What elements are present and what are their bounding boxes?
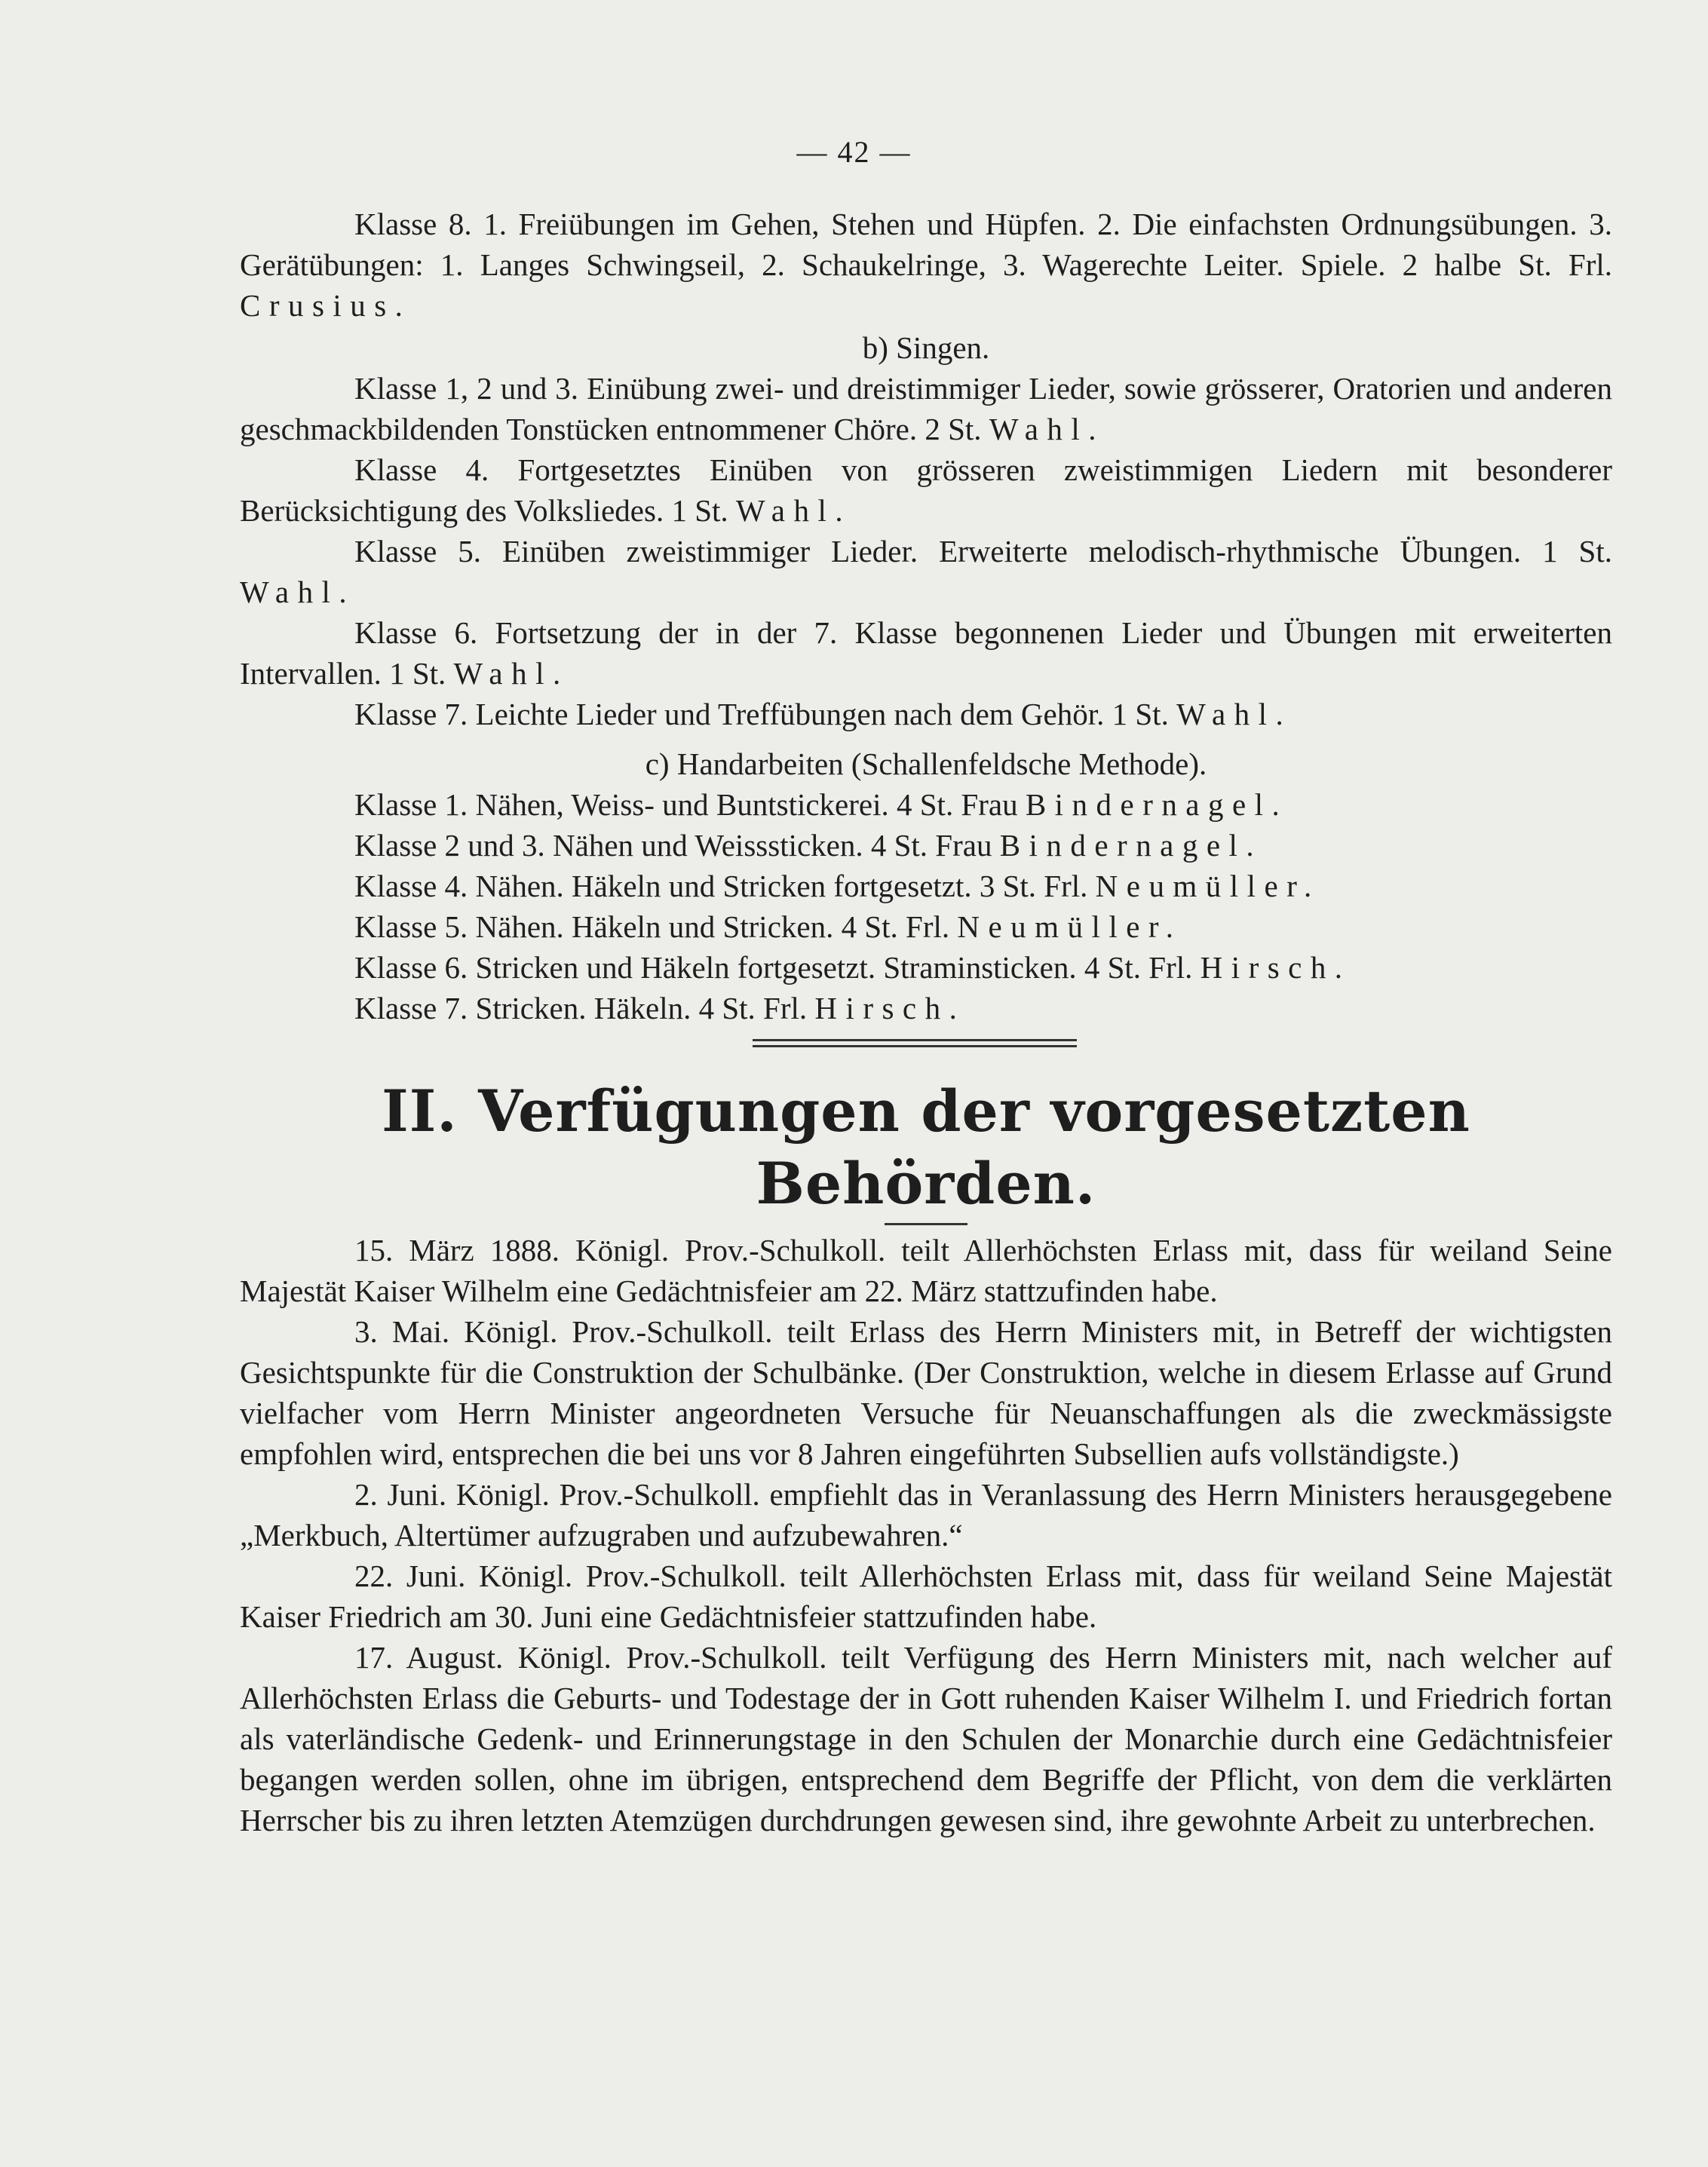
entry-text: Klasse 7. Leichte Lieder und Treffübungen nach dem Gehör. 1 St. xyxy=(354,697,1177,731)
entry-text: Klasse 2 und 3. Nähen und Weisssticken. 4 St. Frau xyxy=(354,828,1000,863)
paragraph-text: Klasse 8. 1. Freiübungen im Gehen, Stehen und Hüpfen. 2. Die einfachsten Ordnungsübungen. 3. Gerätübungen: 1. Langes Schwingseil, 2. Schaukelringe, 3. Wagerechte Leiter. Spiele. 2 halbe St. Frl. xyxy=(240,207,1612,282)
teacher-name: Wahl. xyxy=(240,575,356,609)
entry-text: Klasse 1. Nähen, Weiss- und Buntstickerei. 4 St. Frau xyxy=(354,787,1026,822)
teacher-name: Wahl. xyxy=(989,412,1105,446)
singen-entry xyxy=(240,368,1612,449)
entry-text: Klasse 4. Fortgesetztes Einüben von grösseren zweistimmigen Liedern mit besonderer Berücksichtigung des Volksliedes. 1 St. xyxy=(240,452,1612,528)
handarbeiten-entry xyxy=(240,825,1612,866)
teacher-name: Wahl. xyxy=(735,493,852,528)
teacher-name: Wahl. xyxy=(453,656,569,691)
heading-underline xyxy=(885,1223,967,1225)
entry-text: Klasse 5. Nähen. Häkeln und Stricken. 4 St. Frl. xyxy=(354,909,958,944)
singen-entry xyxy=(240,694,1612,734)
verfuegung-entry: 22. Juni. Königl. Prov.-Schulkoll. teilt Allerhöchsten Erlass mit, dass für weiland Seine Majestät Kaiser Friedrich am 30. Juni eine Gedächtnisfeier stattzufinden habe. xyxy=(240,1559,1612,1634)
verfuegung-entry: 17. August. Königl. Prov.-Schulkoll. teilt Verfügung des Herrn Ministers mit, nach welcher auf Allerhöchsten Erlass die Geburts- und Todestage der in Gott ruhenden Kaiser Wilhelm I. und Friedrich fortan als vaterländische Gedenk- und Erinnerungstage in den Schulen der Monarchie durch eine Gedächtnisfeier begangen werden sollen, ohne im übrigen, entsprechend dem Begriffe der Pflicht, von dem die verklärten Herrscher bis zu ihren letzten Atemzügen durchdrungen gewesen sind, ihre gewohnte Arbeit zu unterbrechen. xyxy=(240,1640,1612,1838)
singen-entry xyxy=(240,449,1612,531)
handarbeiten-entry xyxy=(240,988,1612,1028)
section-title-handarbeiten xyxy=(240,743,1612,784)
teacher-name: Neumüller. xyxy=(957,909,1182,944)
teacher-name: Crusius. xyxy=(240,288,412,323)
entry-text: Klasse 6. Fortsetzung der in der 7. Klasse begonnenen Lieder und Übungen mit erweiterten Intervallen. 1 St. xyxy=(240,615,1612,691)
page-body xyxy=(240,204,1612,1841)
handarbeiten-entry xyxy=(240,947,1612,988)
teacher-name: Bindernagel. xyxy=(1025,787,1289,822)
teacher-name: Wahl. xyxy=(1176,697,1292,731)
singen-entry xyxy=(240,531,1612,612)
section-title-text: c) Handarbeiten (Schallenfeldsche Methode). xyxy=(645,746,1207,781)
section-heading: II. Verfügungen der vorgesetzten Behörden. xyxy=(382,1077,1470,1217)
handarbeiten-entry xyxy=(240,784,1612,825)
entry-text: Klasse 4. Nähen. Häkeln und Stricken fortgesetzt. 3 St. Frl. xyxy=(354,869,1096,903)
handarbeiten-entry xyxy=(240,866,1612,906)
verfuegung-entry: 15. März 1888. Königl. Prov.-Schulkoll. teilt Allerhöchsten Erlass mit, dass für weiland Seine Majestät Kaiser Wilhelm eine Gedächtnisfeier am 22. März stattzufinden habe. xyxy=(240,1233,1612,1308)
teacher-name: Neumüller. xyxy=(1095,869,1320,903)
section-title-singen xyxy=(240,327,1612,368)
teacher-name: Hirsch. xyxy=(814,991,966,1025)
section-divider xyxy=(240,1028,1612,1071)
entry-text: Klasse 1, 2 und 3. Einübung zwei- und dreistimmiger Lieder, sowie grösserer, Oratorien und anderen geschmackbildenden Tonstücken entnommener Chöre. 2 St. xyxy=(240,371,1612,446)
singen-entry xyxy=(240,612,1612,694)
turnen-klasse-8 xyxy=(240,204,1612,326)
verfuegung-entry: 2. Juni. Königl. Prov.-Schulkoll. empfiehlt das in Veranlassung des Herrn Ministers herausgegebene „Merkbuch, Altertümer aufzugraben und aufzubewahren.“ xyxy=(240,1477,1612,1552)
teacher-name: Hirsch. xyxy=(1200,950,1351,985)
divider-line xyxy=(753,1045,1077,1047)
entry-text: Klasse 7. Stricken. Häkeln. 4 St. Frl. xyxy=(354,991,815,1025)
teacher-name: Bindernagel. xyxy=(999,828,1263,863)
page-number: — 42 — xyxy=(796,135,912,169)
entry-text: Klasse 5. Einüben zweistimmiger Lieder. Erweiterte melodisch-rhythmische Übungen. 1 St. xyxy=(354,534,1612,569)
entry-text: Klasse 6. Stricken und Häkeln fortgesetzt. Straminsticken. 4 St. Frl. xyxy=(354,950,1201,985)
section-title-text: b) Singen. xyxy=(862,330,990,365)
divider-line xyxy=(753,1039,1077,1041)
handarbeiten-entry xyxy=(240,906,1612,947)
verfuegung-entry: 3. Mai. Königl. Prov.-Schulkoll. teilt Erlass des Herrn Ministers mit, in Betreff der wichtigsten Gesichtspunkte für die Construktion der Schulbänke. (Der Construktion, welche in diesem Erlasse auf Grund vielfacher vom Herrn Minister angeordneten Versuche für Neuanschaffungen als die zweckmässigste empfohlen wird, entsprechen die bei uns vor 8 Jahren eingeführten Subsellien aufs vollständigste.) xyxy=(240,1314,1612,1471)
